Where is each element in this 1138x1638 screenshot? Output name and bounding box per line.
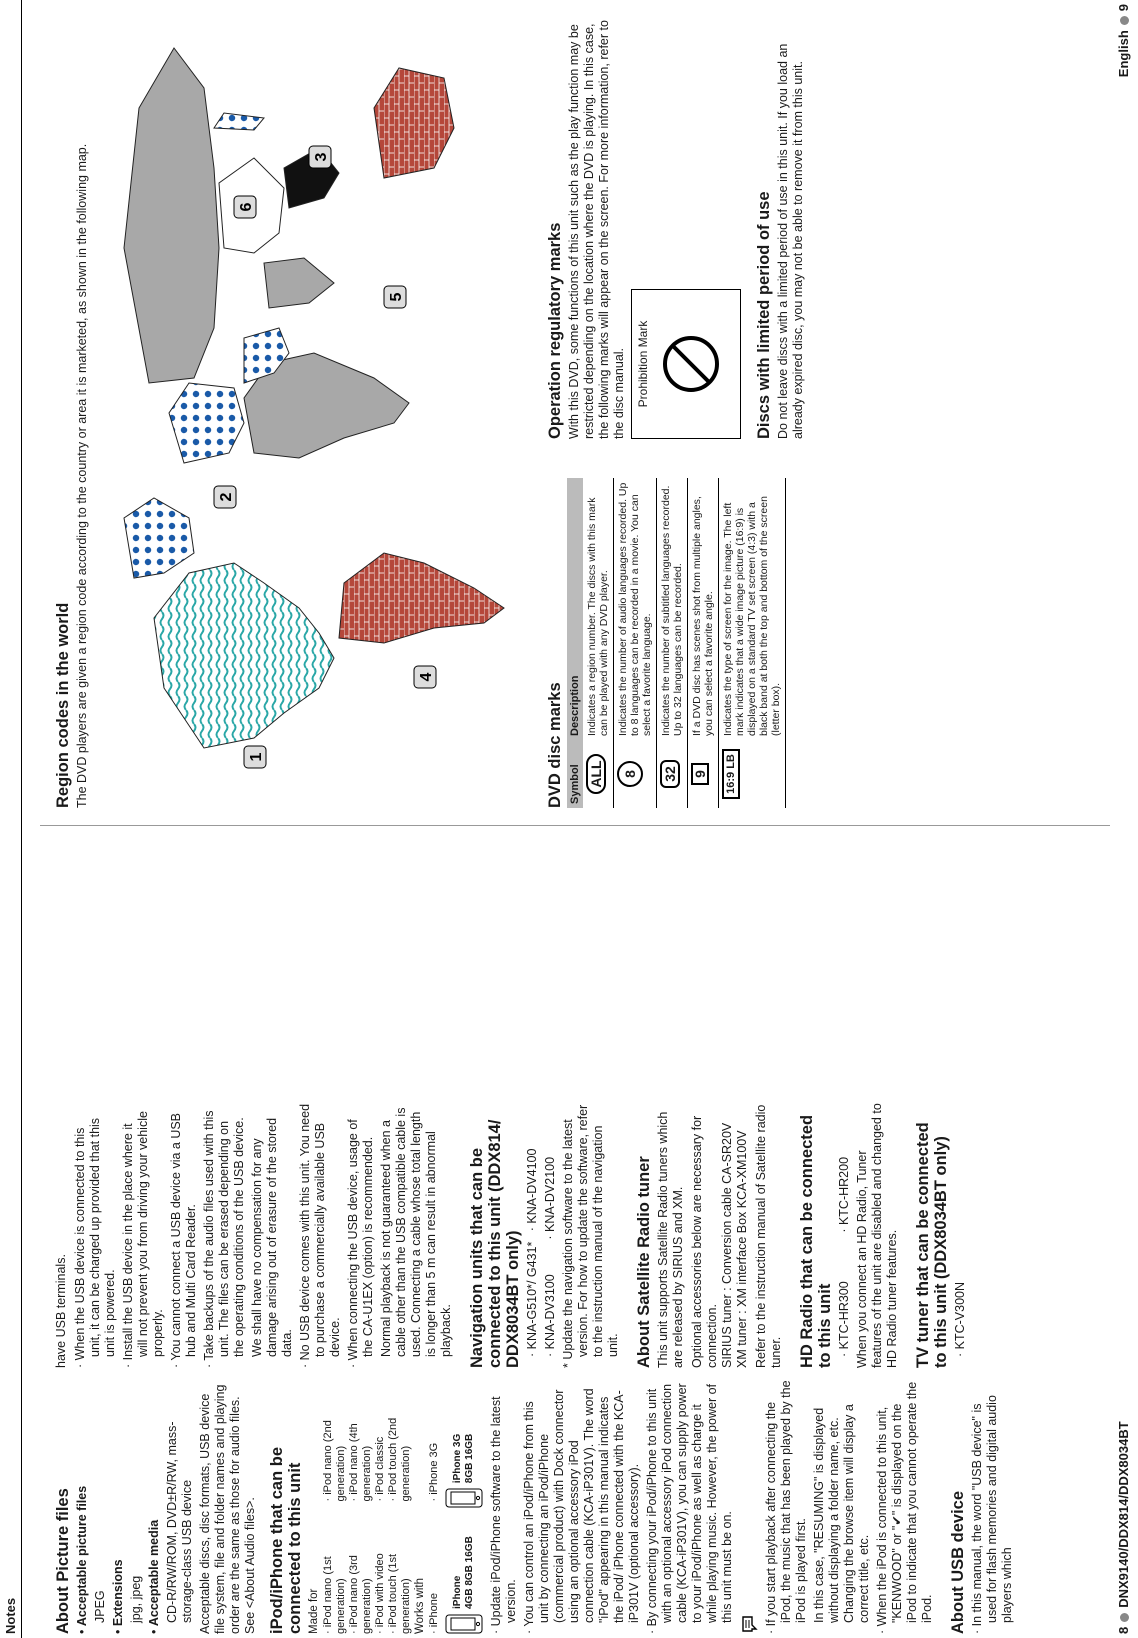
op-heading: Operation regulatory marks bbox=[546, 222, 564, 439]
bullet-icon bbox=[1120, 16, 1129, 25]
all-region-icon: ALL bbox=[586, 754, 606, 793]
svg-text:5: 5 bbox=[388, 292, 405, 302]
ipod-note: · By connecting your iPod/iPhone to this unit with an optional accessory iPod connection cable (KCA-iP301V), you can supply power to your iPod/iPhone as well as charge it while playing music. However, the power of this unit must be on. bbox=[645, 1383, 734, 1634]
russia-region-5 bbox=[124, 48, 219, 383]
svg-text:4: 4 bbox=[418, 672, 435, 682]
audio-languages-icon: 8 bbox=[617, 761, 643, 787]
memo-icon bbox=[740, 1614, 758, 1634]
section-header: Notes bbox=[3, 1597, 18, 1634]
prohibition-icon bbox=[659, 332, 723, 396]
iphone-models-grid bbox=[428, 1379, 441, 1634]
ipod-note: · When the iPod is connected to this unit, "KENWOOD" or "✔" is displayed on the iPod to indicate that you cannot operate the iPod. bbox=[875, 1381, 934, 1634]
hd-text: When you connect an HD Radio, Tuner features of the unit are disabled and changed to HD Radio tuner features. bbox=[855, 1103, 899, 1368]
south-america-region-4 bbox=[339, 553, 504, 643]
usb-note: · You cannot connect a USB device via a USB hub and Multi Card Reader. bbox=[169, 1112, 198, 1368]
row-desc: Indicates a region number. The discs with this mark can be played with any DVD player. bbox=[583, 478, 614, 740]
sat-heading: About Satellite Radio tuner bbox=[635, 1156, 653, 1368]
usb-note-cont: Normal playback is not guaranteed when a cable other than the USB compatible cable is used. Connecting a cable whose total length is longer than 5 m can result in abnormal playback. bbox=[379, 1107, 453, 1357]
tv-models: · KTC-V300N bbox=[953, 1281, 967, 1357]
col-description: Description bbox=[567, 478, 583, 740]
australia-region-4 bbox=[374, 68, 454, 178]
ipod-note-cont: In this case, "RESUMING" is displayed without displaying a folder name, etc. Changing the browse item will display a correct title, etc. bbox=[812, 1404, 871, 1623]
iphone-3g-icon bbox=[445, 1488, 483, 1508]
picture-files-heading: About Picture files bbox=[54, 1488, 72, 1634]
iphone3g-figure bbox=[445, 1434, 483, 1508]
dvd-marks-table bbox=[567, 478, 786, 808]
region-label-3 bbox=[309, 146, 331, 168]
tv-heading: TV tuner that can be connected to this unit (DDX8034BT only) bbox=[914, 1122, 950, 1368]
region-label-6 bbox=[234, 196, 256, 218]
table-row bbox=[719, 478, 786, 808]
ext-value: jpg, jpeg bbox=[129, 1575, 143, 1623]
iphone-figures bbox=[445, 1379, 483, 1634]
camera-angle-icon: 9 bbox=[691, 763, 709, 785]
subtitle-languages-icon: 32 bbox=[660, 760, 680, 788]
iphone-figure bbox=[445, 1536, 483, 1634]
prohibition-label: Prohibition Mark bbox=[636, 320, 650, 408]
page-number: 8 bbox=[1116, 1626, 1131, 1634]
row-desc: Indicates the number of audio languages recorded. Up to 8 languages can be recorded in a movie. You can select a favorite language. bbox=[614, 478, 657, 740]
usb-note: · No USB device comes with this unit. You need to purchase a commercially available USB device. bbox=[298, 1103, 342, 1368]
ipod-model: · iPod with video bbox=[374, 1553, 386, 1634]
limited-text: Do not leave discs with a limited period of use in this unit. If you load an already expired disc, you may not be able to remove it from this unit. bbox=[776, 43, 805, 439]
sat-text: Optional accessories below are necessary for connection. bbox=[690, 1115, 719, 1368]
ipod-heading: iPod/iPhone that can be connected to this unit bbox=[268, 1446, 304, 1634]
iphone-model: · iPhone bbox=[428, 1593, 440, 1634]
iphone-model: · iPhone 3G bbox=[428, 1442, 440, 1502]
hd-heading: HD Radio that can be connected to this unit bbox=[798, 1114, 834, 1368]
region-text: The DVD players are given a region code according to the country or area it is marketed, as shown in the following map. bbox=[75, 143, 89, 808]
acc-pic-value: JPEG bbox=[93, 1590, 107, 1623]
table-row bbox=[583, 478, 614, 808]
ipod-model: · iPod nano (3rd generation) bbox=[348, 1555, 373, 1634]
greenland-region-2 bbox=[124, 498, 194, 578]
sat-text: SIRIUS tuner : Conversion cable CA-SR20V bbox=[720, 1122, 734, 1368]
iphone-name: iPhone bbox=[452, 1575, 463, 1609]
ipod-note: · If you start playback after connecting the iPod, the music that has been played by the iPod is played first. bbox=[764, 1380, 808, 1634]
acc-pic-label: • Acceptable picture files bbox=[75, 1485, 89, 1634]
media-label: • Acceptable media bbox=[147, 1519, 161, 1634]
right-page bbox=[44, 8, 810, 808]
svg-text:2: 2 bbox=[218, 492, 235, 502]
usb-note: · When the USB device is connected to this unit, it can be charged up provided that this unit is powered. bbox=[73, 1117, 117, 1368]
table-row bbox=[688, 478, 719, 808]
region-label-2 bbox=[214, 486, 236, 508]
ipod-model: · iPod nano (4th generation) bbox=[348, 1423, 373, 1502]
svg-text:6: 6 bbox=[238, 202, 255, 212]
svg-text:1: 1 bbox=[248, 752, 265, 762]
nav-note: * Update the navigation software to the latest version. For how to update the software, refer to the instruction manual of the navigation unit. bbox=[561, 1104, 620, 1368]
nav-models: · KNA-G510*/ G431* · KNA-DV4100 bbox=[525, 1148, 539, 1357]
ipod-model: · iPod nano (1st generation) bbox=[322, 1556, 347, 1634]
op-text: With this DVD, some functions of this unit such as the play function may be restricted depending on the location where the DVD is playing. In this case, the following marks will appear on the screen. For more information, refer to the disc manual. bbox=[567, 20, 626, 439]
footer-left bbox=[1116, 1421, 1131, 1634]
column-2 bbox=[44, 1103, 971, 1368]
col-symbol: Symbol bbox=[567, 740, 583, 808]
bullet-icon bbox=[1120, 1613, 1129, 1622]
ipod-note: · Update iPod/iPhone software to the latest version. bbox=[489, 1396, 518, 1634]
usb-note: · In this manual, the word "USB device" is used for flash memories and digital audio players which bbox=[970, 1395, 1014, 1634]
page-divider bbox=[40, 825, 1110, 826]
operation-section bbox=[536, 19, 810, 439]
made-for-label: Made for bbox=[308, 1588, 320, 1634]
lower-right-content bbox=[536, 8, 810, 808]
works-with-label: Works with bbox=[414, 1577, 426, 1634]
row-desc: Indicates the number of subtitled languages recorded. Up to 32 languages can be recorded. bbox=[657, 478, 688, 740]
iphone-capacities: 4GB 8GB 16GB bbox=[464, 1536, 475, 1609]
svg-text:3: 3 bbox=[313, 152, 330, 162]
sat-text: Refer to the instruction manual of Satellite radio tuner. bbox=[754, 1104, 783, 1368]
ipod-note: · You can control an iPod/iPhone from this unit by connecting an iPod/iPhone (commercial product) with Dock connector using an optional accessory iPod connection cable (KCA-iP301V). The word "iPod" appearing in this manual indicates the iPod/ iPhone connected with the KCA-iP301V (optional accessory). bbox=[522, 1388, 641, 1634]
sat-text: This unit supports Satellite Radio tuners which are released by SIRIUS and XM. bbox=[656, 1111, 685, 1368]
ipod-model: · iPod touch (2nd generation) bbox=[387, 1417, 412, 1502]
prohibition-box bbox=[631, 289, 741, 439]
usb-cont: have USB terminals. bbox=[54, 1254, 68, 1368]
region-label-1 bbox=[244, 746, 266, 768]
india-region-5 bbox=[264, 258, 334, 308]
ipod-model: · iPod classic bbox=[374, 1436, 386, 1502]
usb-note: · Take backups of the audio files used with this unit. The files can be erased depending on the operating conditions of the USB device. bbox=[202, 1110, 246, 1368]
ipod-model: · iPod touch (1st generation) bbox=[387, 1553, 412, 1634]
usb-note: · When connecting the USB device, usage of the CA-U1EX (option) is recommended. bbox=[346, 1119, 375, 1368]
dvd-marks-section bbox=[536, 463, 810, 808]
iphone3g-name: iPhone 3G bbox=[452, 1433, 463, 1484]
limited-heading: Discs with limited period of use bbox=[755, 191, 773, 439]
table-row bbox=[614, 478, 657, 808]
region-heading: Region codes in the world bbox=[54, 602, 72, 808]
header-rule bbox=[21, 0, 22, 1638]
region-map bbox=[94, 8, 524, 808]
row-desc: Indicates the type of screen for the image. The left mark indicates that a wide image picture (16:9) is displayed on a standard TV set screen (4:3) with a black band at both the top and bottom of the screen (letter box). bbox=[719, 478, 786, 740]
media-note: Acceptable discs, disc formats, USB device file system, file and folder names and playing order are the same as those for audio files. See <About Audio files>. bbox=[198, 1384, 257, 1634]
table-row bbox=[657, 478, 688, 808]
ipod-models-grid bbox=[322, 1379, 413, 1634]
page-number: 9 bbox=[1116, 4, 1131, 12]
ext-label: • Extensions bbox=[111, 1559, 125, 1634]
model-name: DNX9140/DDX814/DDX8034BT bbox=[1116, 1421, 1131, 1608]
media-value: CD-R/RW/ROM, DVD±R/RW, mass-storage-class USB device bbox=[165, 1421, 194, 1623]
region-label-5 bbox=[384, 286, 406, 308]
row-desc: If a DVD disc has scenes shot from multiple angles, you can select a favorite angle. bbox=[688, 478, 719, 740]
usb-note: · Install the USB device in the place where it will not prevent you from driving your vehicle properly. bbox=[121, 1111, 165, 1368]
region-label-4 bbox=[414, 666, 436, 688]
north-america-region-1 bbox=[154, 563, 334, 748]
iphone-icon bbox=[445, 1614, 483, 1634]
language-label: English bbox=[1116, 30, 1131, 78]
nav-heading: Navigation units that can be connected to this unit (DDX814/ DDX8034BT only) bbox=[468, 1119, 522, 1368]
dvd-heading: DVD disc marks bbox=[546, 682, 564, 808]
hd-models: · KTC-HR300 · KTC-HR200 bbox=[837, 1156, 851, 1357]
column-1 bbox=[44, 1379, 1018, 1634]
ipod-model: · iPod nano (2nd generation) bbox=[322, 1420, 347, 1502]
usb-heading: About USB device bbox=[949, 1490, 967, 1634]
letterbox-icon: 16:9 LB bbox=[722, 749, 740, 799]
europe-region-2 bbox=[169, 383, 244, 463]
footer-right bbox=[1116, 4, 1131, 77]
usb-note-cont: We shall have no compensation for any damage arising out of erasure of the stored data. bbox=[250, 1117, 294, 1357]
japan-region-2 bbox=[214, 113, 264, 130]
nav-models: · KNA-DV3100 · KNA-DV2100 bbox=[543, 1156, 557, 1357]
sat-text: XM tuner : XM interface Box KCA-XM100V bbox=[735, 1130, 749, 1368]
iphone3g-capacities: 8GB 16GB bbox=[464, 1433, 475, 1484]
